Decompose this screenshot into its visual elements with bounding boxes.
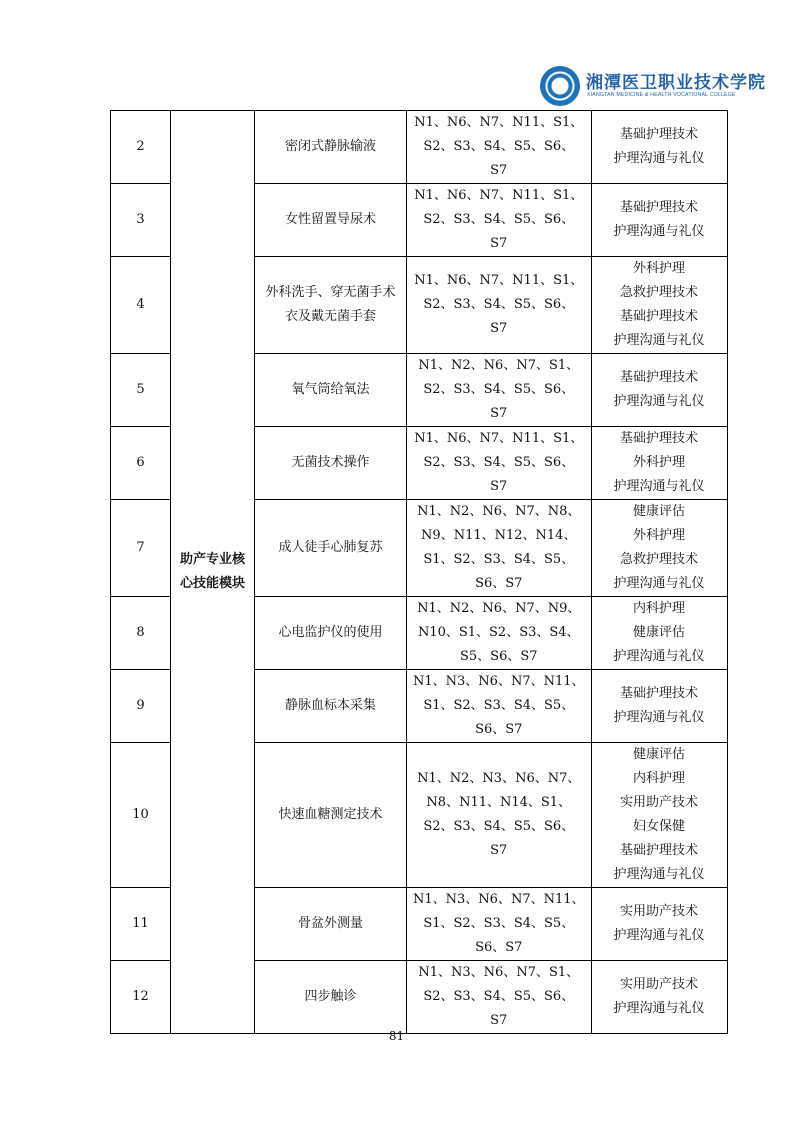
ability-codes-line: S1、S2、S3、S4、S5、: [423, 552, 575, 567]
ability-codes-line: S7: [490, 236, 508, 251]
skill-item: [255, 111, 407, 184]
row-number: 10: [111, 743, 171, 888]
skill-item: [255, 354, 407, 427]
page-number: 81: [388, 1029, 405, 1043]
course-name: 护理沟通与礼仪: [613, 394, 705, 409]
ability-codes-line: N1、N6、N7、N11、S1、: [414, 188, 584, 203]
ability-codes-line: S7: [490, 321, 508, 336]
ability-codes-line: N8、N11、N14、S1、: [426, 795, 572, 810]
skill-item: [255, 743, 407, 888]
related-courses: [591, 597, 727, 670]
ability-codes: [407, 597, 592, 670]
skills-table: [110, 110, 728, 1034]
ability-codes-line: N1、N3、N6、N7、N11、: [413, 674, 585, 689]
row-number: 4: [111, 257, 171, 354]
module-label-line: 助产专业核: [179, 552, 245, 567]
row-number: 9: [111, 670, 171, 743]
row-number: 8: [111, 597, 171, 670]
skill-item: [255, 597, 407, 670]
skill-item: [255, 500, 407, 597]
ability-codes-line: S6、S7: [475, 576, 523, 591]
ability-codes-line: N10、S1、S2、S3、S4、: [417, 625, 580, 640]
course-name: 护理沟通与礼仪: [613, 333, 705, 348]
skill-item: [255, 888, 407, 961]
ability-codes: [407, 184, 592, 257]
ability-codes-line: S5、S6、S7: [459, 649, 538, 664]
ability-codes-line: S7: [490, 163, 508, 178]
course-name: 健康评估: [633, 504, 686, 519]
course-name: 急救护理技术: [620, 552, 699, 567]
related-courses: [591, 500, 727, 597]
course-name: 护理沟通与礼仪: [613, 710, 705, 725]
ability-codes-line: N1、N6、N7、N11、S1、: [414, 273, 584, 288]
course-name: 基础护理技术: [620, 431, 699, 446]
skill-item-line: 心电监护仪的使用: [278, 625, 383, 640]
ability-codes-line: S2、S3、S4、S5、S6、: [423, 989, 575, 1004]
skill-item-line: 骨盆外测量: [297, 916, 363, 931]
course-name: 护理沟通与礼仪: [613, 576, 705, 591]
skill-item: [255, 670, 407, 743]
skill-item-line: 密闭式静脉输液: [284, 139, 376, 154]
ability-codes-line: N1、N2、N3、N6、N7、: [417, 771, 581, 786]
related-courses: [591, 354, 727, 427]
ability-codes: [407, 354, 592, 427]
course-name: 基础护理技术: [620, 309, 699, 324]
ability-codes-line: S6、S7: [475, 940, 523, 955]
ability-codes: [407, 961, 592, 1034]
course-name: 基础护理技术: [620, 370, 699, 385]
ability-codes-line: S2、S3、S4、S5、S6、: [423, 382, 575, 397]
course-name: 护理沟通与礼仪: [613, 479, 705, 494]
course-name: 外科护理: [633, 528, 686, 543]
ability-codes-line: S2、S3、S4、S5、S6、: [423, 455, 575, 470]
course-name: 护理沟通与礼仪: [613, 224, 705, 239]
ability-codes-line: N1、N2、N6、N7、N8、: [417, 504, 581, 519]
course-name: 实用助产技术: [620, 904, 699, 919]
skill-item-line: 外科洗手、穿无菌手术: [265, 285, 396, 300]
ability-codes-line: S7: [490, 1013, 508, 1028]
related-courses: [591, 184, 727, 257]
ability-codes-line: S2、S3、S4、S5、S6、: [423, 819, 575, 834]
skill-item: [255, 184, 407, 257]
skill-item-line: 氧气筒给氧法: [291, 382, 370, 397]
related-courses: [591, 888, 727, 961]
row-number: 11: [111, 888, 171, 961]
related-courses: [591, 257, 727, 354]
ability-codes: [407, 743, 592, 888]
ability-codes-line: N1、N6、N7、N11、S1、: [414, 431, 584, 446]
skill-item-line: 女性留置导尿术: [284, 212, 376, 227]
ability-codes-line: S7: [490, 406, 508, 421]
course-name: 护理沟通与礼仪: [613, 867, 705, 882]
course-name: 内科护理: [633, 771, 686, 786]
ability-codes: [407, 257, 592, 354]
module-label-line: 心技能模块: [179, 576, 245, 591]
row-number: 12: [111, 961, 171, 1034]
ability-codes: [407, 670, 592, 743]
ability-codes: [407, 111, 592, 184]
course-name: 实用助产技术: [620, 977, 699, 992]
course-name: 护理沟通与礼仪: [613, 928, 705, 943]
college-name-cn: 湘潭医卫职业技术学院: [586, 73, 766, 93]
skill-item-line: 衣及戴无菌手套: [284, 309, 376, 324]
table-row: [111, 111, 728, 184]
ability-codes-line: S6、S7: [475, 722, 523, 737]
related-courses: [591, 961, 727, 1034]
related-courses: [591, 427, 727, 500]
ability-codes-line: N1、N2、N6、N7、S1、: [418, 358, 580, 373]
ability-codes-line: S2、S3、S4、S5、S6、: [423, 212, 575, 227]
course-name: 外科护理: [633, 455, 686, 470]
college-seal-icon: [540, 66, 580, 106]
ability-codes-line: S1、S2、S3、S4、S5、: [423, 698, 575, 713]
ability-codes: [407, 500, 592, 597]
row-number: 2: [111, 111, 171, 184]
course-name: 基础护理技术: [620, 127, 699, 142]
ability-codes-line: S7: [490, 843, 508, 858]
related-courses: [591, 111, 727, 184]
course-name: 健康评估: [633, 747, 686, 762]
skill-item-line: 成人徒手心肺复苏: [278, 540, 383, 555]
skill-item-line: 静脉血标本采集: [284, 698, 376, 713]
skill-item: [255, 257, 407, 354]
course-name: 基础护理技术: [620, 200, 699, 215]
ability-codes-line: N1、N3、N6、N7、N11、: [413, 892, 585, 907]
skill-item-line: 无菌技术操作: [291, 455, 370, 470]
course-name: 护理沟通与礼仪: [613, 151, 705, 166]
module-cell: [171, 111, 255, 1034]
course-name: 外科护理: [633, 261, 686, 276]
skill-item-line: 四步触诊: [304, 989, 357, 1004]
ability-codes-line: N9、N11、N12、N14、: [421, 528, 577, 543]
ability-codes-line: N1、N6、N7、N11、S1、: [414, 115, 584, 130]
course-name: 急救护理技术: [620, 285, 699, 300]
ability-codes-line: S2、S3、S4、S5、S6、: [423, 139, 575, 154]
ability-codes: [407, 427, 592, 500]
course-name: 护理沟通与礼仪: [613, 1001, 705, 1016]
row-number: 5: [111, 354, 171, 427]
course-name: 健康评估: [633, 625, 686, 640]
row-number: 3: [111, 184, 171, 257]
skill-item-line: 快速血糖测定技术: [278, 807, 383, 822]
course-name: 内科护理: [633, 601, 686, 616]
ability-codes-line: S2、S3、S4、S5、S6、: [423, 297, 575, 312]
ability-codes-line: N1、N2、N6、N7、N9、: [417, 601, 581, 616]
related-courses: [591, 743, 727, 888]
ability-codes-line: S1、S2、S3、S4、S5、: [423, 916, 575, 931]
ability-codes: [407, 888, 592, 961]
course-name: 护理沟通与礼仪: [613, 649, 705, 664]
course-name: 实用助产技术: [620, 795, 699, 810]
related-courses: [591, 670, 727, 743]
course-name: 基础护理技术: [620, 843, 699, 858]
course-name: 基础护理技术: [620, 686, 699, 701]
ability-codes-line: N1、N3、N6、N7、S1、: [418, 965, 580, 980]
skill-item: [255, 961, 407, 1034]
course-name: 妇女保健: [633, 819, 686, 834]
college-name-en: XIANGTAN MEDICINE & HEALTH VOCATIONAL COLLEGE: [587, 92, 736, 98]
skill-item: [255, 427, 407, 500]
college-logo: [540, 66, 766, 106]
ability-codes-line: S7: [490, 479, 508, 494]
row-number: 6: [111, 427, 171, 500]
row-number: 7: [111, 500, 171, 597]
